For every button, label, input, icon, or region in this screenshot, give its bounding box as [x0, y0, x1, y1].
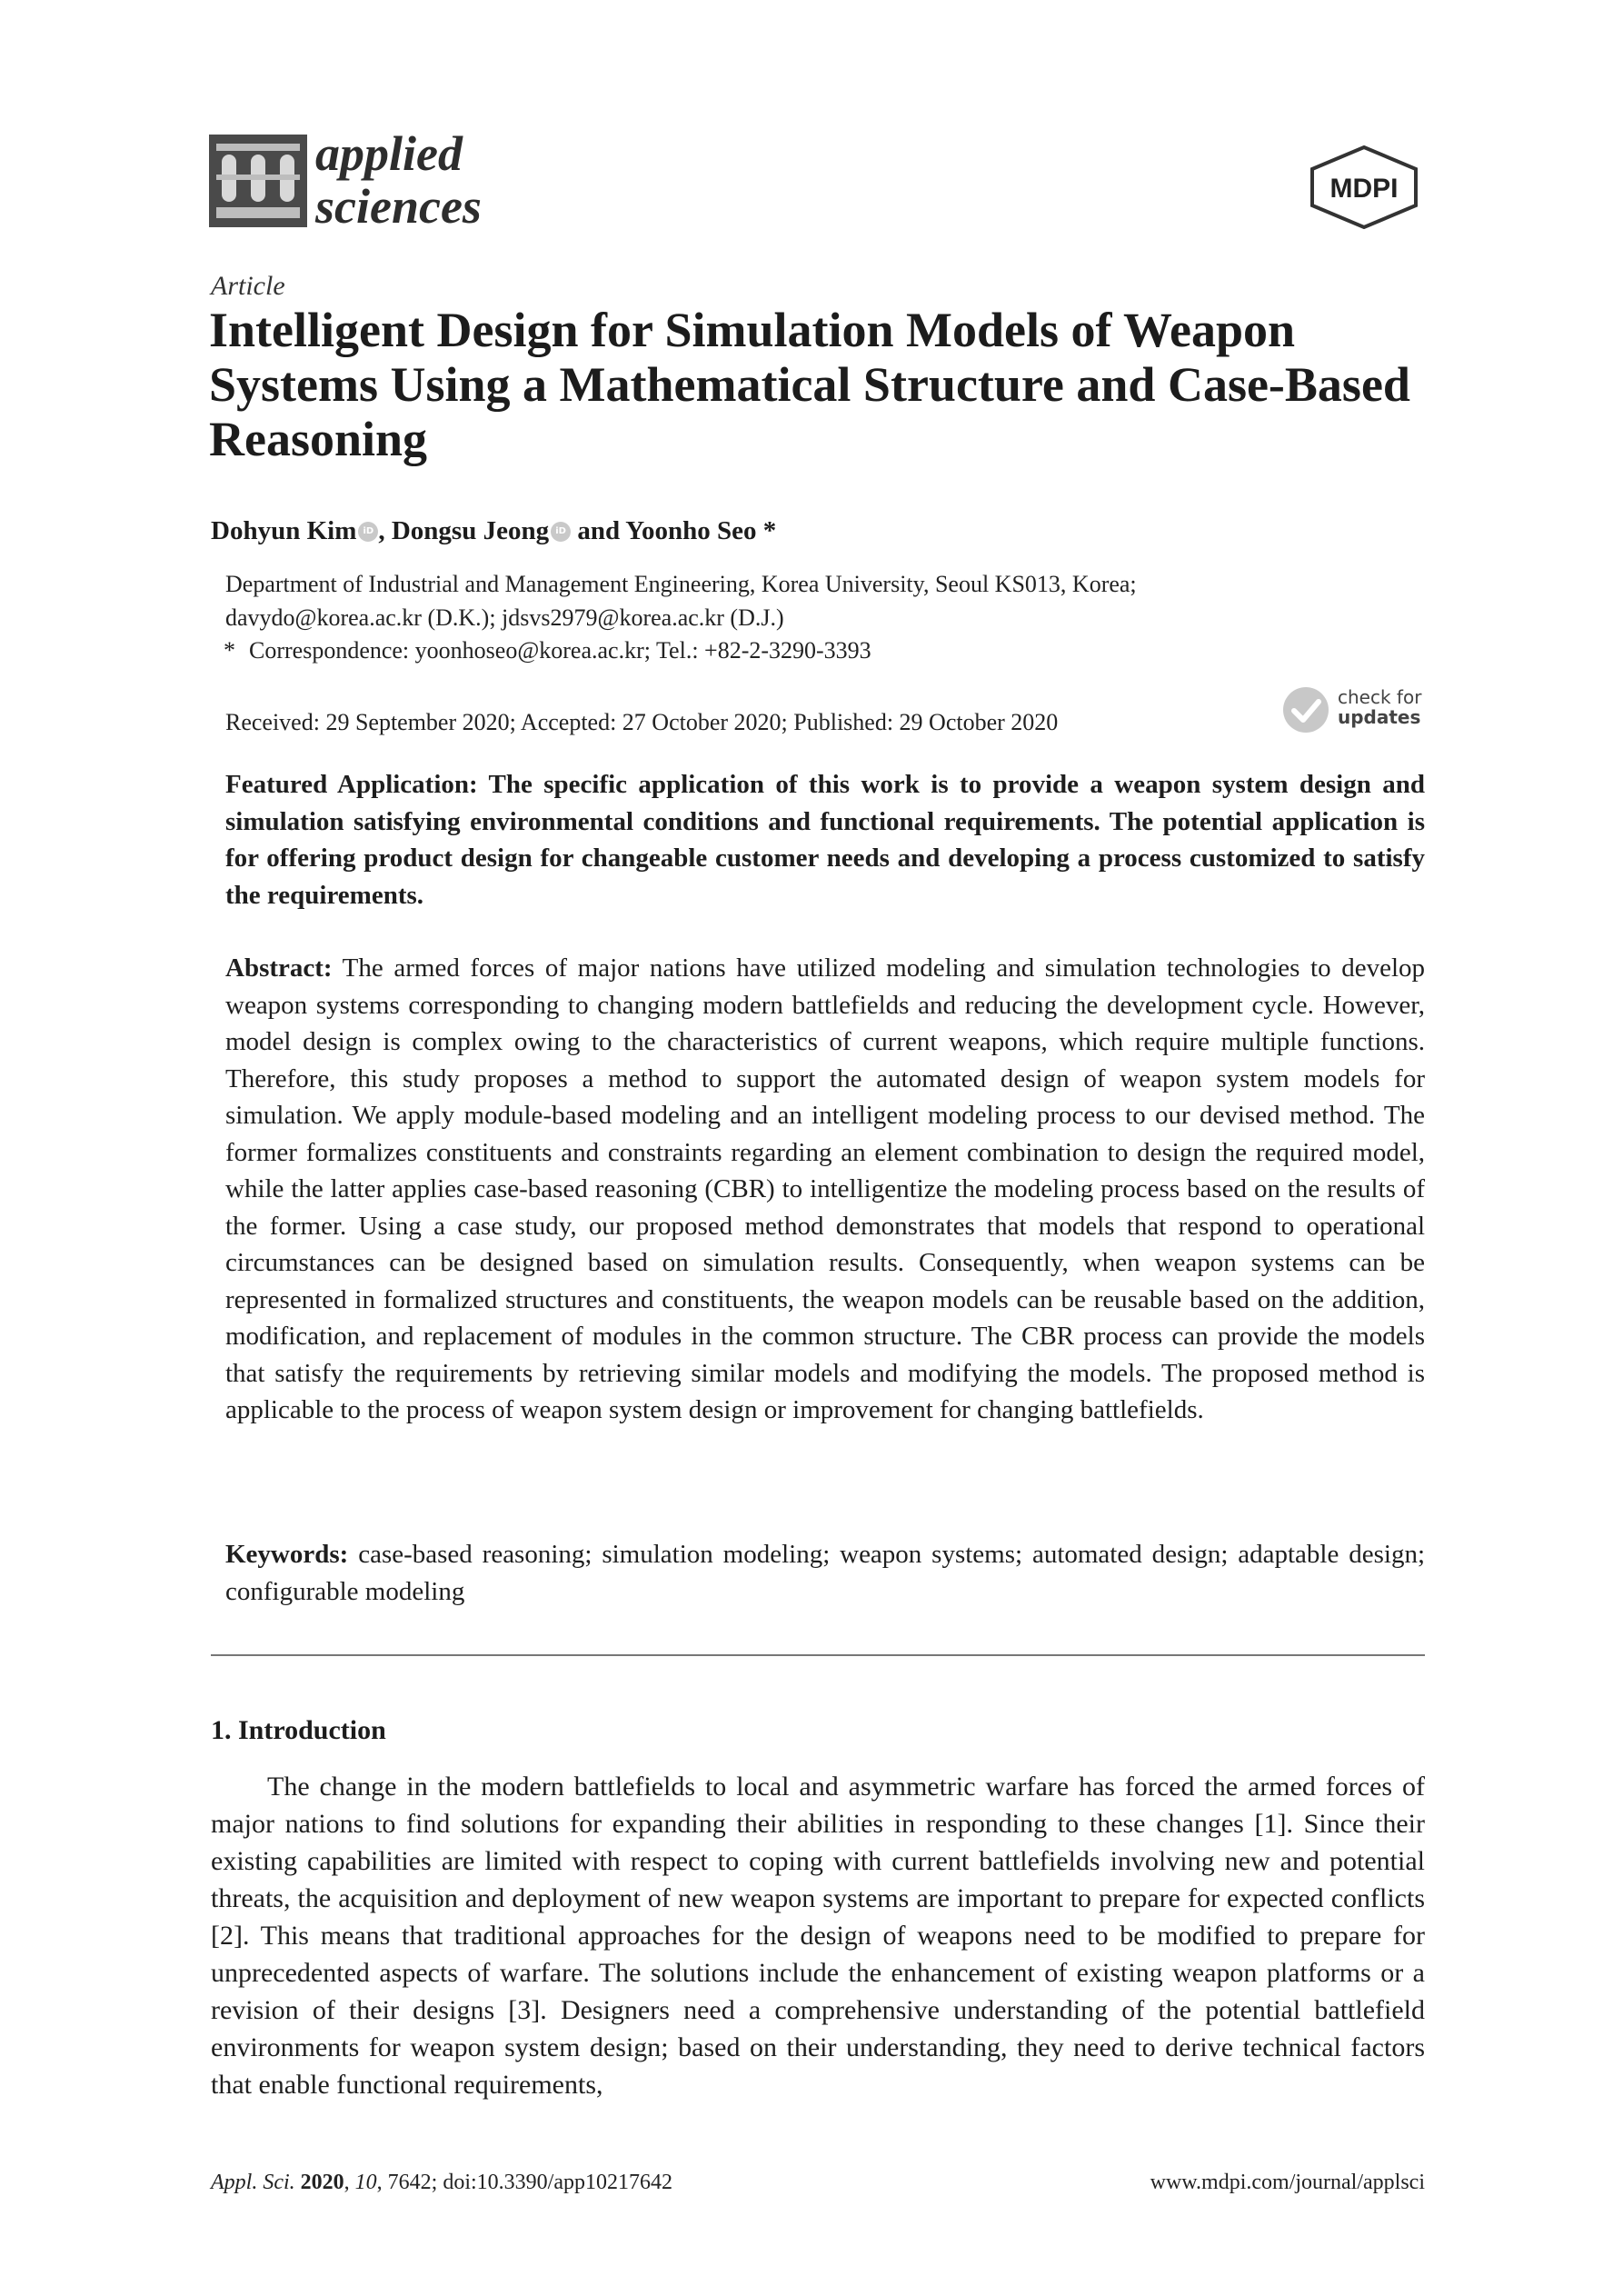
affiliation-department: Department of Industrial and Management Engineering, Korea University, Seoul KS013, Korea;	[225, 571, 1137, 597]
mdpi-logo-text: MDPI	[1329, 174, 1399, 204]
author-list	[211, 516, 776, 546]
check-updates-line2: updates	[1338, 706, 1421, 728]
author-name: Dongsu Jeong	[391, 516, 550, 545]
check-for-updates-badge[interactable]	[1281, 684, 1427, 738]
footer-citation: Appl. Sci. 2020, 10, 7642; doi:10.3390/app10217642	[211, 2171, 672, 2194]
section-heading: 1. Introduction	[211, 1715, 386, 1745]
abstract	[225, 950, 1425, 1429]
check-for-updates-label	[1338, 687, 1421, 727]
affiliation-emails: davydo@korea.ac.kr (D.K.); jdsvs2979@korea.ac.kr (D.J.)	[225, 604, 784, 631]
abstract-text: The armed forces of major nations have utilized modeling and simulation technologies to develop weapon systems corresponding to changing modern battlefields and reducing the development cycle. However, model design is complex owing to the characteristics of current weapons, which require multiple functions. Therefore, this study proposes a method to support the automated design of weapon system models for simulation. We apply module-based modeling and an intelligent modeling process to our devised method. The former formalizes constituents and constraints regarding an element combination to design the required model, while the latter applies case-based reasoning (CBR) to intelligentize the modeling process based on the results of the former. Using a case study, our proposed method demonstrates that models that respond to operational circumstances can be designed based on simulation results. Consequently, when weapon systems can be represented in formalized structures and constituents, the weapon models can be reusable based on the addition, modification, and replacement of modules in the common structure. The CBR process can provide the models that satisfy the requirements by retrieving similar models and modifying the models. The proposed method is applicable to the process of weapon system design or improvement for changing battlefields.	[225, 953, 1425, 1424]
introduction-paragraph: The change in the modern battlefields to local and asymmetric warfare has forced the armed forces of major nations to find solutions for expanding their abilities in responding to these changes [1]. Since their existing capabilities are limited with respect to coping with current battlefields involving new and potential threats, the acquisition and deployment of new weapon systems are important to prepare for expected conflicts [2]. This means that traditional approaches for the design of weapons need to be modified to prepare for unprecedented aspects of warfare. The solutions include the enhancement of existing weapon platforms or a revision of their designs [3]. Designers need a comprehensive understanding of the potential battlefield environments for weapon system design; based on their understanding, they need to derive technical factors that enable functional requirements,	[211, 1772, 1425, 2100]
abstract-label: Abstract:	[225, 953, 333, 983]
keywords-label: Keywords:	[225, 1540, 349, 1569]
footer-year: 2020	[300, 2171, 344, 2194]
author-separator: and	[571, 516, 626, 545]
author-separator: ,	[378, 516, 392, 545]
author-name: Dohyun Kim	[211, 516, 357, 545]
correspondence-line: Correspondence: yoonhoseo@korea.ac.kr; Tel.: +82-2-3290-3393	[249, 637, 871, 664]
author-name: Yoonho Seo *	[625, 516, 777, 545]
publication-dates: Received: 29 September 2020; Accepted: 27 October 2020; Published: 29 October 2020	[225, 709, 1059, 735]
footer-doi: , 7642; doi:10.3390/app10217642	[376, 2171, 672, 2194]
keywords-text: case-based reasoning; simulation modeling; weapon systems; automated design; adaptable design; configurable modeling	[225, 1540, 1425, 1606]
footer-volume: 10	[354, 2171, 377, 2194]
correspondence-marker: *	[224, 637, 235, 664]
footer-journal-url[interactable]: www.mdpi.com/journal/applsci	[1150, 2171, 1425, 2194]
check-circle-icon	[1281, 685, 1330, 734]
paper-title: Intelligent Design for Simulation Models of Weapon Systems Using a Mathematical Structure and Case-Based Reasoning	[209, 303, 1410, 466]
mdpi-logo-icon	[1307, 145, 1421, 229]
journal-name-line2: sciences	[315, 179, 482, 234]
section-divider	[211, 1654, 1425, 1656]
article-type: Article	[211, 271, 285, 301]
orcid-icon[interactable]: iD	[358, 522, 378, 542]
journal-logo-icon	[209, 135, 307, 227]
footer-journal-abbrev: Appl. Sci.	[211, 2171, 295, 2194]
journal-name-line1: applied	[315, 126, 463, 181]
featured-application: Featured Application: The specific application of this work is to provide a weapon system design and simulation satisfying environmental conditions and functional requirements. The potential application is for offering product design for changeable customer needs and developing a process customized to satisfy the requirements.	[225, 770, 1425, 910]
check-updates-line1: check for	[1338, 686, 1422, 708]
orcid-icon[interactable]: iD	[551, 522, 571, 542]
keywords	[225, 1536, 1425, 1610]
